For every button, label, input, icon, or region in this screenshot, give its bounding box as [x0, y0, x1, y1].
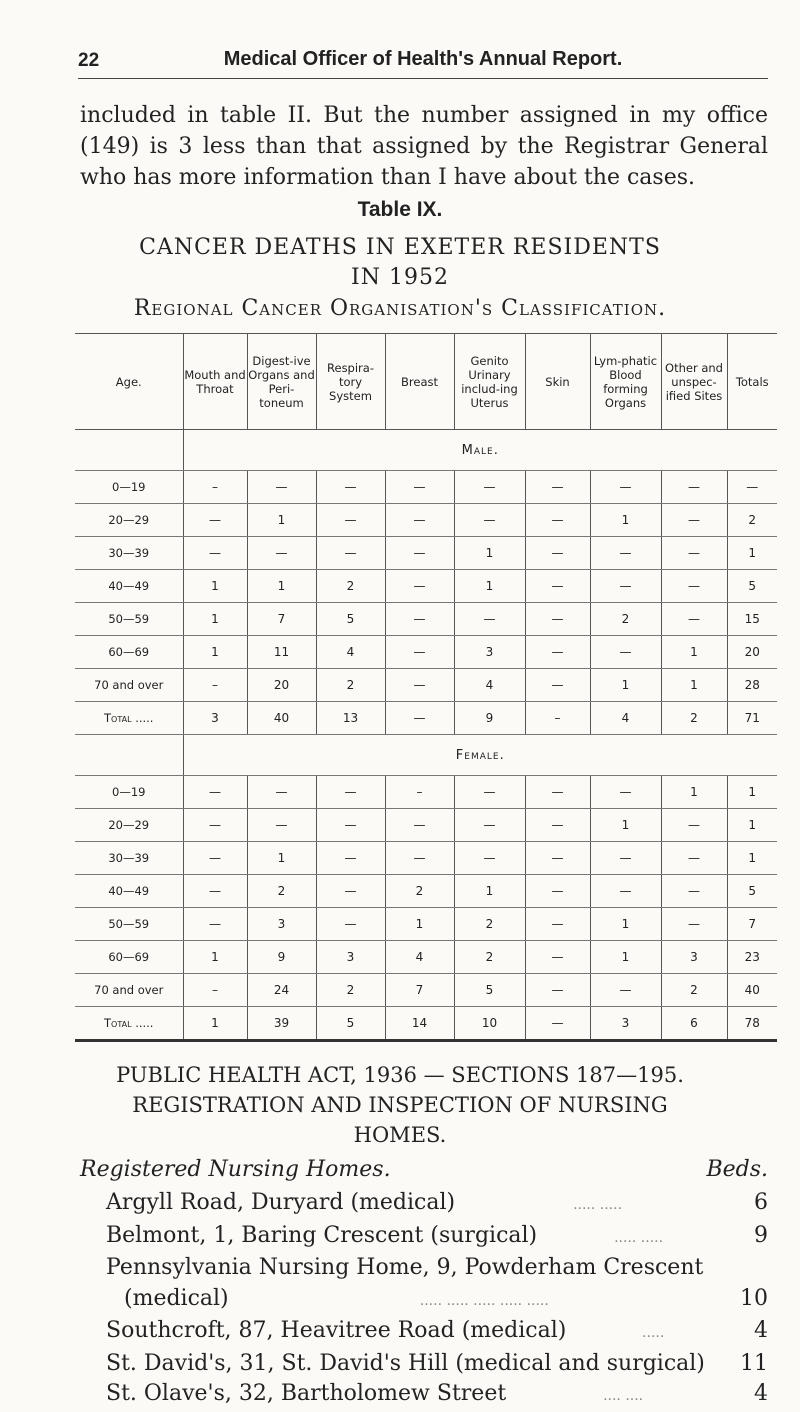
total-label-cell: Total .....: [75, 1007, 183, 1041]
age-cell: 0—19: [75, 471, 183, 504]
total-value-cell: 2: [661, 702, 727, 735]
header-row: [75, 334, 777, 430]
value-cell: 1: [183, 636, 247, 669]
value-cell: 2: [247, 875, 316, 908]
value-cell: —: [454, 809, 525, 842]
value-cell: —: [316, 471, 385, 504]
nursing-home-item: [106, 1349, 768, 1380]
value-cell: —: [454, 471, 525, 504]
page-number: 22: [78, 50, 100, 71]
female-section-label: Female.: [183, 735, 777, 776]
total-value-cell: —: [525, 1007, 590, 1041]
value-cell: —: [183, 537, 247, 570]
male-section-row: [75, 430, 777, 471]
female-section-row: [75, 735, 777, 776]
female-total-row: [75, 1007, 777, 1041]
value-cell: 3: [316, 941, 385, 974]
value-cell: —: [385, 809, 454, 842]
col-mouth-throat: Mouth and Throat: [183, 334, 247, 430]
section-blank-cell: [75, 430, 183, 471]
leader-dots: ..... .....: [614, 1229, 664, 1246]
cancer-deaths-table: [75, 333, 777, 1042]
table-row: [75, 776, 777, 809]
age-cell: 40—49: [75, 570, 183, 603]
value-cell: —: [525, 809, 590, 842]
value-cell: —: [525, 669, 590, 702]
value-cell: –: [183, 669, 247, 702]
nursing-home-item: [106, 1188, 768, 1221]
value-cell: 9: [247, 941, 316, 974]
nursing-home-item: [106, 1253, 768, 1316]
table-row: [75, 471, 777, 504]
value-cell: —: [247, 809, 316, 842]
total-value-cell: 9: [454, 702, 525, 735]
value-cell: 23: [727, 941, 777, 974]
value-cell: 1: [183, 603, 247, 636]
home-beds: 4: [754, 1381, 768, 1406]
value-cell: —: [661, 809, 727, 842]
value-cell: —: [183, 875, 247, 908]
value-cell: 1: [247, 842, 316, 875]
home-name: Argyll Road, Duryard (medical): [106, 1190, 456, 1215]
table-row: [75, 570, 777, 603]
section2-line3: HOMES.: [353, 1123, 447, 1147]
section2-line1: PUBLIC HEALTH ACT, 1936 — SECTIONS 187—195.: [116, 1063, 684, 1087]
value-cell: —: [385, 570, 454, 603]
value-cell: 2: [316, 974, 385, 1007]
value-cell: —: [385, 471, 454, 504]
home-name-cont: (medical): [124, 1285, 229, 1311]
leader-dots: .... ....: [603, 1388, 644, 1404]
table-row: [75, 809, 777, 842]
value-cell: 20: [727, 636, 777, 669]
age-cell: 20—29: [75, 809, 183, 842]
value-cell: 15: [727, 603, 777, 636]
home-beds: 11: [740, 1350, 768, 1376]
value-cell: 1: [590, 669, 661, 702]
table-row: [75, 842, 777, 875]
value-cell: —: [525, 504, 590, 537]
value-cell: —: [385, 603, 454, 636]
table-row: [75, 504, 777, 537]
home-name: Belmont, 1, Baring Crescent (surgical): [106, 1222, 538, 1248]
value-cell: 1: [247, 504, 316, 537]
value-cell: 1: [590, 504, 661, 537]
value-cell: —: [316, 842, 385, 875]
value-cell: 7: [727, 908, 777, 941]
value-cell: 2: [316, 570, 385, 603]
value-cell: —: [590, 974, 661, 1007]
section-blank-cell: [75, 735, 183, 776]
value-cell: —: [454, 842, 525, 875]
value-cell: —: [454, 776, 525, 809]
home-name: St. David's, 31, St. David's Hill (medical and surgical): [106, 1350, 705, 1376]
value-cell: 1: [727, 842, 777, 875]
value-cell: 1: [454, 537, 525, 570]
value-cell: —: [525, 570, 590, 603]
value-cell: —: [385, 669, 454, 702]
header-rule: [78, 78, 768, 79]
home-name: St. Olave's, 32, Bartholomew Street: [106, 1381, 507, 1406]
leader-dots: ..... ..... ..... ..... .....: [419, 1292, 549, 1309]
value-cell: 1: [590, 941, 661, 974]
value-cell: —: [316, 776, 385, 809]
age-cell: 0—19: [75, 776, 183, 809]
value-cell: 1: [727, 537, 777, 570]
col-genito-urinary: Genito Urinary includ-ing Uterus: [454, 334, 525, 430]
total-value-cell: 10: [454, 1007, 525, 1041]
age-cell: 50—59: [75, 908, 183, 941]
value-cell: —: [525, 537, 590, 570]
leader-dots: ..... .....: [573, 1197, 623, 1213]
value-cell: 4: [385, 941, 454, 974]
value-cell: 1: [661, 669, 727, 702]
value-cell: 40: [727, 974, 777, 1007]
value-cell: —: [661, 504, 727, 537]
value-cell: 24: [247, 974, 316, 1007]
value-cell: —: [183, 908, 247, 941]
value-cell: 7: [247, 603, 316, 636]
value-cell: —: [183, 504, 247, 537]
col-age: Age.: [75, 334, 183, 430]
table-row: [75, 941, 777, 974]
age-cell: 60—69: [75, 636, 183, 669]
value-cell: 1: [454, 570, 525, 603]
value-cell: 5: [454, 974, 525, 1007]
value-cell: —: [247, 776, 316, 809]
nursing-home-item: [106, 1221, 768, 1254]
table-title-line3: Regional Cancer Organisation's Classification.: [133, 296, 667, 321]
table-row: [75, 603, 777, 636]
value-cell: —: [525, 974, 590, 1007]
value-cell: 2: [590, 603, 661, 636]
intro-paragraph: included in table II. But the number assigned in my office (149) is 3 less than that assigned by the Registrar General who has more information than I have about the cases.: [80, 103, 768, 190]
value-cell: 5: [316, 603, 385, 636]
value-cell: —: [727, 471, 777, 504]
value-cell: —: [316, 504, 385, 537]
col-skin: Skin: [525, 334, 590, 430]
value-cell: 4: [454, 669, 525, 702]
total-value-cell: 71: [727, 702, 777, 735]
value-cell: —: [183, 776, 247, 809]
value-cell: —: [525, 776, 590, 809]
value-cell: –: [183, 471, 247, 504]
value-cell: —: [247, 537, 316, 570]
col-respiratory: Respira-tory System: [316, 334, 385, 430]
value-cell: —: [525, 471, 590, 504]
total-value-cell: 1: [183, 1007, 247, 1041]
col-digestive: Digest-ive Organs and Peri-toneum: [247, 334, 316, 430]
value-cell: —: [525, 842, 590, 875]
value-cell: 2: [385, 875, 454, 908]
value-cell: —: [590, 471, 661, 504]
home-continuation: [106, 1284, 768, 1317]
male-total-row: [75, 702, 777, 735]
running-title: Medical Officer of Health's Annual Report.: [223, 48, 623, 70]
nursing-home-item: [106, 1316, 768, 1349]
value-cell: 1: [183, 941, 247, 974]
value-cell: —: [525, 875, 590, 908]
value-cell: 20: [247, 669, 316, 702]
total-value-cell: 5: [316, 1007, 385, 1041]
value-cell: 2: [454, 908, 525, 941]
value-cell: 2: [316, 669, 385, 702]
total-value-cell: 39: [247, 1007, 316, 1041]
age-cell: 20—29: [75, 504, 183, 537]
value-cell: —: [385, 636, 454, 669]
value-cell: —: [590, 875, 661, 908]
value-cell: —: [590, 537, 661, 570]
total-value-cell: –: [525, 702, 590, 735]
total-label-cell: Total .....: [75, 702, 183, 735]
value-cell: —: [525, 941, 590, 974]
value-cell: 3: [454, 636, 525, 669]
value-cell: —: [661, 908, 727, 941]
value-cell: —: [316, 908, 385, 941]
beds-header: Beds.: [706, 1157, 768, 1182]
value-cell: —: [385, 504, 454, 537]
value-cell: 1: [727, 776, 777, 809]
value-cell: —: [385, 842, 454, 875]
home-name: Southcroft, 87, Heavitree Road (medical): [106, 1318, 567, 1343]
age-cell: 70 and over: [75, 974, 183, 1007]
age-cell: 70 and over: [75, 669, 183, 702]
total-value-cell: 13: [316, 702, 385, 735]
value-cell: —: [661, 537, 727, 570]
value-cell: 1: [385, 908, 454, 941]
value-cell: 3: [661, 941, 727, 974]
home-beds: 6: [754, 1190, 768, 1215]
section2-line2: REGISTRATION AND INSPECTION OF NURSING: [132, 1093, 668, 1117]
total-value-cell: 4: [590, 702, 661, 735]
total-value-cell: 14: [385, 1007, 454, 1041]
value-cell: —: [661, 570, 727, 603]
table-row: [75, 974, 777, 1007]
value-cell: 1: [454, 875, 525, 908]
col-other: Other and unspec-ified Sites: [661, 334, 727, 430]
value-cell: 1: [727, 809, 777, 842]
value-cell: —: [590, 776, 661, 809]
public-health-act-heading: [0, 1060, 800, 1150]
value-cell: 1: [590, 809, 661, 842]
value-cell: —: [590, 636, 661, 669]
table-title-line2: IN 1952: [351, 265, 449, 290]
col-lymphatic: Lym-phatic Blood forming Organs: [590, 334, 661, 430]
value-cell: –: [183, 974, 247, 1007]
total-value-cell: 3: [590, 1007, 661, 1041]
value-cell: —: [590, 570, 661, 603]
age-cell: 30—39: [75, 537, 183, 570]
value-cell: 28: [727, 669, 777, 702]
total-value-cell: —: [385, 702, 454, 735]
value-cell: 1: [183, 570, 247, 603]
total-value-cell: 78: [727, 1007, 777, 1041]
home-beds: 4: [754, 1318, 768, 1343]
age-cell: 50—59: [75, 603, 183, 636]
value-cell: 4: [316, 636, 385, 669]
registered-nursing-homes-title: Registered Nursing Homes.: [80, 1157, 391, 1182]
col-breast: Breast: [385, 334, 454, 430]
value-cell: 1: [590, 908, 661, 941]
value-cell: 7: [385, 974, 454, 1007]
age-cell: 60—69: [75, 941, 183, 974]
male-section-label: Male.: [183, 430, 777, 471]
value-cell: —: [316, 809, 385, 842]
total-value-cell: 40: [247, 702, 316, 735]
value-cell: —: [661, 875, 727, 908]
value-cell: –: [385, 776, 454, 809]
table-row: [75, 636, 777, 669]
value-cell: 5: [727, 875, 777, 908]
value-cell: —: [661, 471, 727, 504]
page-header: [78, 50, 768, 84]
age-cell: 30—39: [75, 842, 183, 875]
value-cell: —: [316, 875, 385, 908]
nursing-homes-list: [106, 1188, 768, 1412]
value-cell: —: [590, 842, 661, 875]
age-cell: 40—49: [75, 875, 183, 908]
home-beds: 10: [740, 1285, 768, 1311]
table-row: [75, 875, 777, 908]
leader-dots: .....: [642, 1325, 665, 1341]
value-cell: 3: [247, 908, 316, 941]
nursing-home-item: [106, 1379, 768, 1412]
table-row: [75, 669, 777, 702]
col-totals: Totals: [727, 334, 777, 430]
total-value-cell: 3: [183, 702, 247, 735]
value-cell: —: [525, 908, 590, 941]
home-name: Pennsylvania Nursing Home, 9, Powderham Crescent: [106, 1255, 704, 1280]
value-cell: —: [525, 636, 590, 669]
table-row: [75, 908, 777, 941]
value-cell: 1: [247, 570, 316, 603]
total-value-cell: 6: [661, 1007, 727, 1041]
value-cell: 5: [727, 570, 777, 603]
table-label: Table IX.: [357, 198, 443, 221]
value-cell: —: [183, 809, 247, 842]
value-cell: —: [454, 504, 525, 537]
value-cell: 2: [727, 504, 777, 537]
table-title-line1: CANCER DEATHS IN EXETER RESIDENTS: [139, 235, 661, 260]
value-cell: 2: [454, 941, 525, 974]
home-beds: 9: [754, 1222, 768, 1248]
value-cell: —: [525, 603, 590, 636]
value-cell: —: [385, 537, 454, 570]
value-cell: —: [661, 842, 727, 875]
value-cell: 1: [661, 776, 727, 809]
value-cell: 11: [247, 636, 316, 669]
value-cell: —: [661, 603, 727, 636]
value-cell: 1: [661, 636, 727, 669]
value-cell: —: [247, 471, 316, 504]
value-cell: —: [316, 537, 385, 570]
table-row: [75, 537, 777, 570]
value-cell: 2: [661, 974, 727, 1007]
value-cell: —: [454, 603, 525, 636]
value-cell: —: [183, 842, 247, 875]
